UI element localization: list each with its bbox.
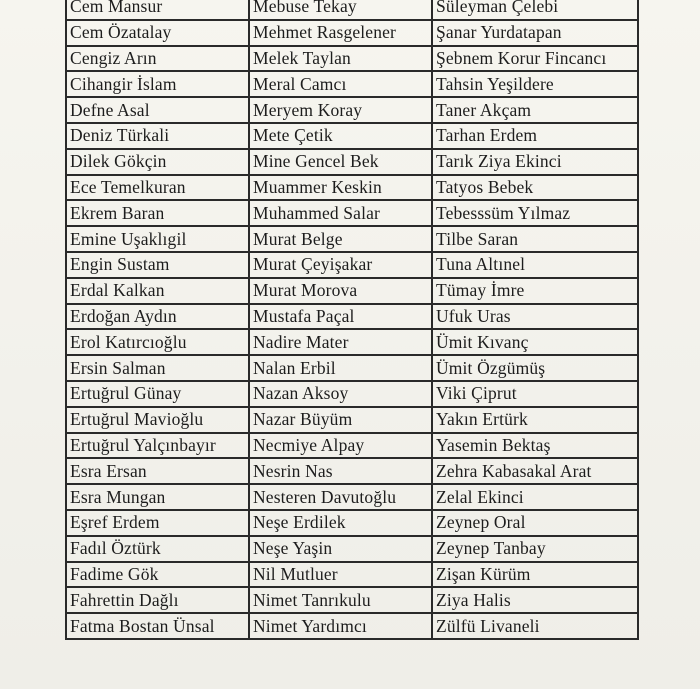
table-row — [66, 433, 638, 459]
name-cell: Ufuk Uras — [432, 304, 638, 330]
name-cell: Tarhan Erdem — [432, 123, 638, 149]
name-cell: Yakın Ertürk — [432, 407, 638, 433]
table-row — [66, 46, 638, 72]
name-cell: Nazan Aksoy — [249, 381, 432, 407]
table-row — [66, 175, 638, 201]
name-cell: Nil Mutluer — [249, 562, 432, 588]
name-cell: Cengiz Arın — [66, 46, 249, 72]
name-cell: Murat Çeyişakar — [249, 252, 432, 278]
name-cell: Ersin Salman — [66, 355, 249, 381]
name-cell: Murat Morova — [249, 278, 432, 304]
name-cell: Zeynep Oral — [432, 510, 638, 536]
table-row — [66, 20, 638, 46]
table-row — [66, 613, 638, 639]
name-cell: Tatyos Bebek — [432, 175, 638, 201]
table-row — [66, 458, 638, 484]
name-cell: Zişan Kürüm — [432, 562, 638, 588]
table-row — [66, 97, 638, 123]
name-cell: Meryem Koray — [249, 97, 432, 123]
table-row — [66, 510, 638, 536]
name-cell: Mete Çetik — [249, 123, 432, 149]
names-table-body — [66, 0, 638, 639]
table-row — [66, 71, 638, 97]
name-cell: Fahrettin Dağlı — [66, 587, 249, 613]
name-cell: Mebuse Tekay — [249, 0, 432, 20]
table-row — [66, 381, 638, 407]
table-row — [66, 123, 638, 149]
name-cell: Ertuğrul Yalçınbayır — [66, 433, 249, 459]
name-cell: Tebesssüm Yılmaz — [432, 200, 638, 226]
name-cell: Mehmet Rasgelener — [249, 20, 432, 46]
name-cell: Cihangir İslam — [66, 71, 249, 97]
name-cell: Fadıl Öztürk — [66, 536, 249, 562]
name-cell: Muammer Keskin — [249, 175, 432, 201]
name-cell: Viki Çiprut — [432, 381, 638, 407]
name-cell: Mustafa Paçal — [249, 304, 432, 330]
name-cell: Zehra Kabasakal Arat — [432, 458, 638, 484]
name-cell: Şebnem Korur Fincancı — [432, 46, 638, 72]
name-cell: Nesteren Davutoğlu — [249, 484, 432, 510]
name-cell: Nazar Büyüm — [249, 407, 432, 433]
table-row — [66, 0, 638, 20]
table-row — [66, 149, 638, 175]
name-cell: Zelal Ekinci — [432, 484, 638, 510]
name-cell: Ümit Özgümüş — [432, 355, 638, 381]
table-row — [66, 304, 638, 330]
name-cell: Cem Mansur — [66, 0, 249, 20]
name-cell: Nalan Erbil — [249, 355, 432, 381]
name-cell: Nimet Yardımcı — [249, 613, 432, 639]
name-cell: Süleyman Çelebi — [432, 0, 638, 20]
table-row — [66, 329, 638, 355]
name-cell: Ece Temelkuran — [66, 175, 249, 201]
name-cell: Melek Taylan — [249, 46, 432, 72]
name-cell: Esra Ersan — [66, 458, 249, 484]
name-cell: Esra Mungan — [66, 484, 249, 510]
name-cell: Neşe Erdilek — [249, 510, 432, 536]
names-table — [65, 0, 639, 640]
name-cell: Meral Camcı — [249, 71, 432, 97]
name-cell: Murat Belge — [249, 226, 432, 252]
name-cell: Deniz Türkali — [66, 123, 249, 149]
name-cell: Ümit Kıvanç — [432, 329, 638, 355]
name-cell: Yasemin Bektaş — [432, 433, 638, 459]
name-cell: Dilek Gökçin — [66, 149, 249, 175]
name-cell: Ziya Halis — [432, 587, 638, 613]
table-row — [66, 252, 638, 278]
name-cell: Şanar Yurdatapan — [432, 20, 638, 46]
name-cell: Emine Uşaklıgil — [66, 226, 249, 252]
name-cell: Nesrin Nas — [249, 458, 432, 484]
name-cell: Erol Katırcıoğlu — [66, 329, 249, 355]
name-cell: Muhammed Salar — [249, 200, 432, 226]
name-cell: Tahsin Yeşildere — [432, 71, 638, 97]
name-cell: Necmiye Alpay — [249, 433, 432, 459]
name-cell: Neşe Yaşin — [249, 536, 432, 562]
table-row — [66, 407, 638, 433]
name-cell: Ertuğrul Günay — [66, 381, 249, 407]
name-cell: Ekrem Baran — [66, 200, 249, 226]
table-row — [66, 562, 638, 588]
name-cell: Engin Sustam — [66, 252, 249, 278]
name-cell: Tümay İmre — [432, 278, 638, 304]
name-cell: Tilbe Saran — [432, 226, 638, 252]
name-cell: Nimet Tanrıkulu — [249, 587, 432, 613]
name-cell: Defne Asal — [66, 97, 249, 123]
name-cell: Tarık Ziya Ekinci — [432, 149, 638, 175]
name-cell: Nadire Mater — [249, 329, 432, 355]
name-cell: Taner Akçam — [432, 97, 638, 123]
name-cell: Cem Özatalay — [66, 20, 249, 46]
table-row — [66, 484, 638, 510]
table-row — [66, 226, 638, 252]
table-row — [66, 587, 638, 613]
name-cell: Zeynep Tanbay — [432, 536, 638, 562]
table-row — [66, 536, 638, 562]
name-cell: Eşref Erdem — [66, 510, 249, 536]
name-cell: Mine Gencel Bek — [249, 149, 432, 175]
name-cell: Erdoğan Aydın — [66, 304, 249, 330]
name-cell: Fadime Gök — [66, 562, 249, 588]
name-cell: Erdal Kalkan — [66, 278, 249, 304]
name-cell: Tuna Altınel — [432, 252, 638, 278]
name-cell: Ertuğrul Mavioğlu — [66, 407, 249, 433]
name-cell: Fatma Bostan Ünsal — [66, 613, 249, 639]
table-row — [66, 200, 638, 226]
table-row — [66, 355, 638, 381]
table-row — [66, 278, 638, 304]
name-cell: Zülfü Livaneli — [432, 613, 638, 639]
